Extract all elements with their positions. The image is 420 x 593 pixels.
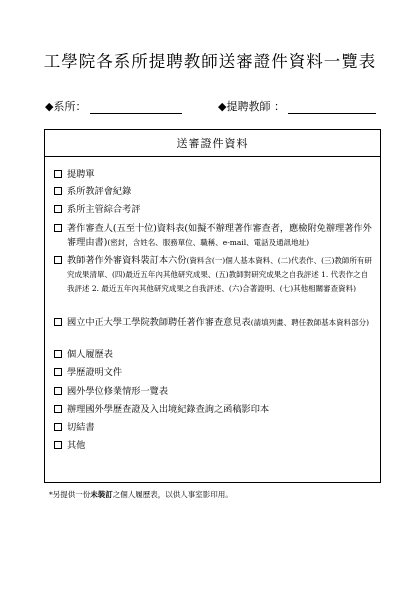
checkbox[interactable] <box>54 256 62 264</box>
checklist-item <box>54 185 374 199</box>
checklist-item <box>54 203 374 217</box>
checklist-item <box>54 439 374 453</box>
checkbox[interactable] <box>54 368 62 376</box>
checklist-item <box>54 316 374 330</box>
item-label: 著作審查人(五至十位)資料表(如擬不辦理著作審查者，應檢附免辦理著作外審理由書)(密封，含姓名、服務單位、職稱、e-mail、電話及通訊地址) <box>67 223 372 248</box>
checklist-header: 送審證件資料 <box>45 130 380 157</box>
item-label: 系所主管綜合考評 <box>67 204 141 215</box>
item-label: 系所教評會紀錄 <box>67 186 132 197</box>
checkbox[interactable] <box>54 350 62 358</box>
footnote-suffix: 之個人履歷表，以供人事室影印用。 <box>112 490 233 499</box>
item-label: 提聘單 <box>67 169 95 180</box>
checklist-item <box>54 366 374 380</box>
item-label: 辦理國外學歷查證及入出境紀錄查詢之函稿影印本 <box>67 404 270 415</box>
checkbox[interactable] <box>54 405 62 413</box>
item-detail: (請填列畫、聘任教師基本資料部分) <box>250 318 370 327</box>
item-label: 國立中正大學工學院教師聘任著作審查意見表(請填列畫、聘任教師基本資料部分) <box>67 317 370 328</box>
checklist-item <box>54 254 374 296</box>
checklist-item <box>54 421 374 435</box>
checkbox[interactable] <box>54 170 62 178</box>
item-detail: (資料含(一)個人基本資料、(二)代表作、(三)教師所有研究成果清單、(四)最近五年內其他研究成果、(五)教師對研究成果之自我評述 1. 代表作之自我評述 2. 最近五年內其他研究成果之自我評述、(六)合著證明、(七)其他相關審查資料) <box>67 256 372 293</box>
teacher-blank[interactable] <box>288 101 376 114</box>
department-blank[interactable] <box>90 101 182 114</box>
checkbox[interactable] <box>54 187 62 195</box>
checkbox[interactable] <box>54 441 62 449</box>
checklist-item <box>54 168 374 182</box>
department-field <box>45 98 182 114</box>
checkbox[interactable] <box>54 387 62 395</box>
footnote-prefix: *另提供一份 <box>49 490 91 499</box>
teacher-field <box>218 98 376 114</box>
item-detail: (密封，含姓名、服務單位、職稱、e-mail、電話及通訊地址) <box>107 238 310 247</box>
checkbox[interactable] <box>54 224 62 232</box>
checkbox[interactable] <box>54 423 62 431</box>
checklist-item <box>54 348 374 362</box>
checkbox[interactable] <box>54 205 62 213</box>
footnote <box>49 489 233 500</box>
footnote-emphasis: 未裝訂 <box>90 490 113 499</box>
teacher-label: ◆提聘教師 ： <box>218 100 285 113</box>
checklist-item <box>54 222 374 250</box>
item-label: 教師著作外審資料裝訂本六份(資料含(一)個人基本資料、(二)代表作、(三)教師所有研究成果清單、(四)最近五年內其他研究成果、(五)教師對研究成果之自我評述 1. 代表作之自我評述 2. 最近五年內其他研究成果之自我評述、(六)合著證明、(七)其他相關審查資料) <box>67 255 372 293</box>
checkbox[interactable] <box>54 318 62 326</box>
checklist-item <box>54 385 374 399</box>
item-label: 其他 <box>67 440 86 451</box>
page-title: 工學院各系所提聘教師送審證件資料一覽表 <box>43 52 377 71</box>
item-label: 國外學位修業情形一覽表 <box>67 386 169 397</box>
checklist-item <box>54 403 374 417</box>
checklist-box <box>44 129 381 483</box>
item-label: 個人履歷表 <box>67 349 113 360</box>
item-label: 學歷證明文件 <box>67 367 123 378</box>
item-label: 切結書 <box>67 422 95 433</box>
department-label: ◆系所： <box>45 100 87 113</box>
